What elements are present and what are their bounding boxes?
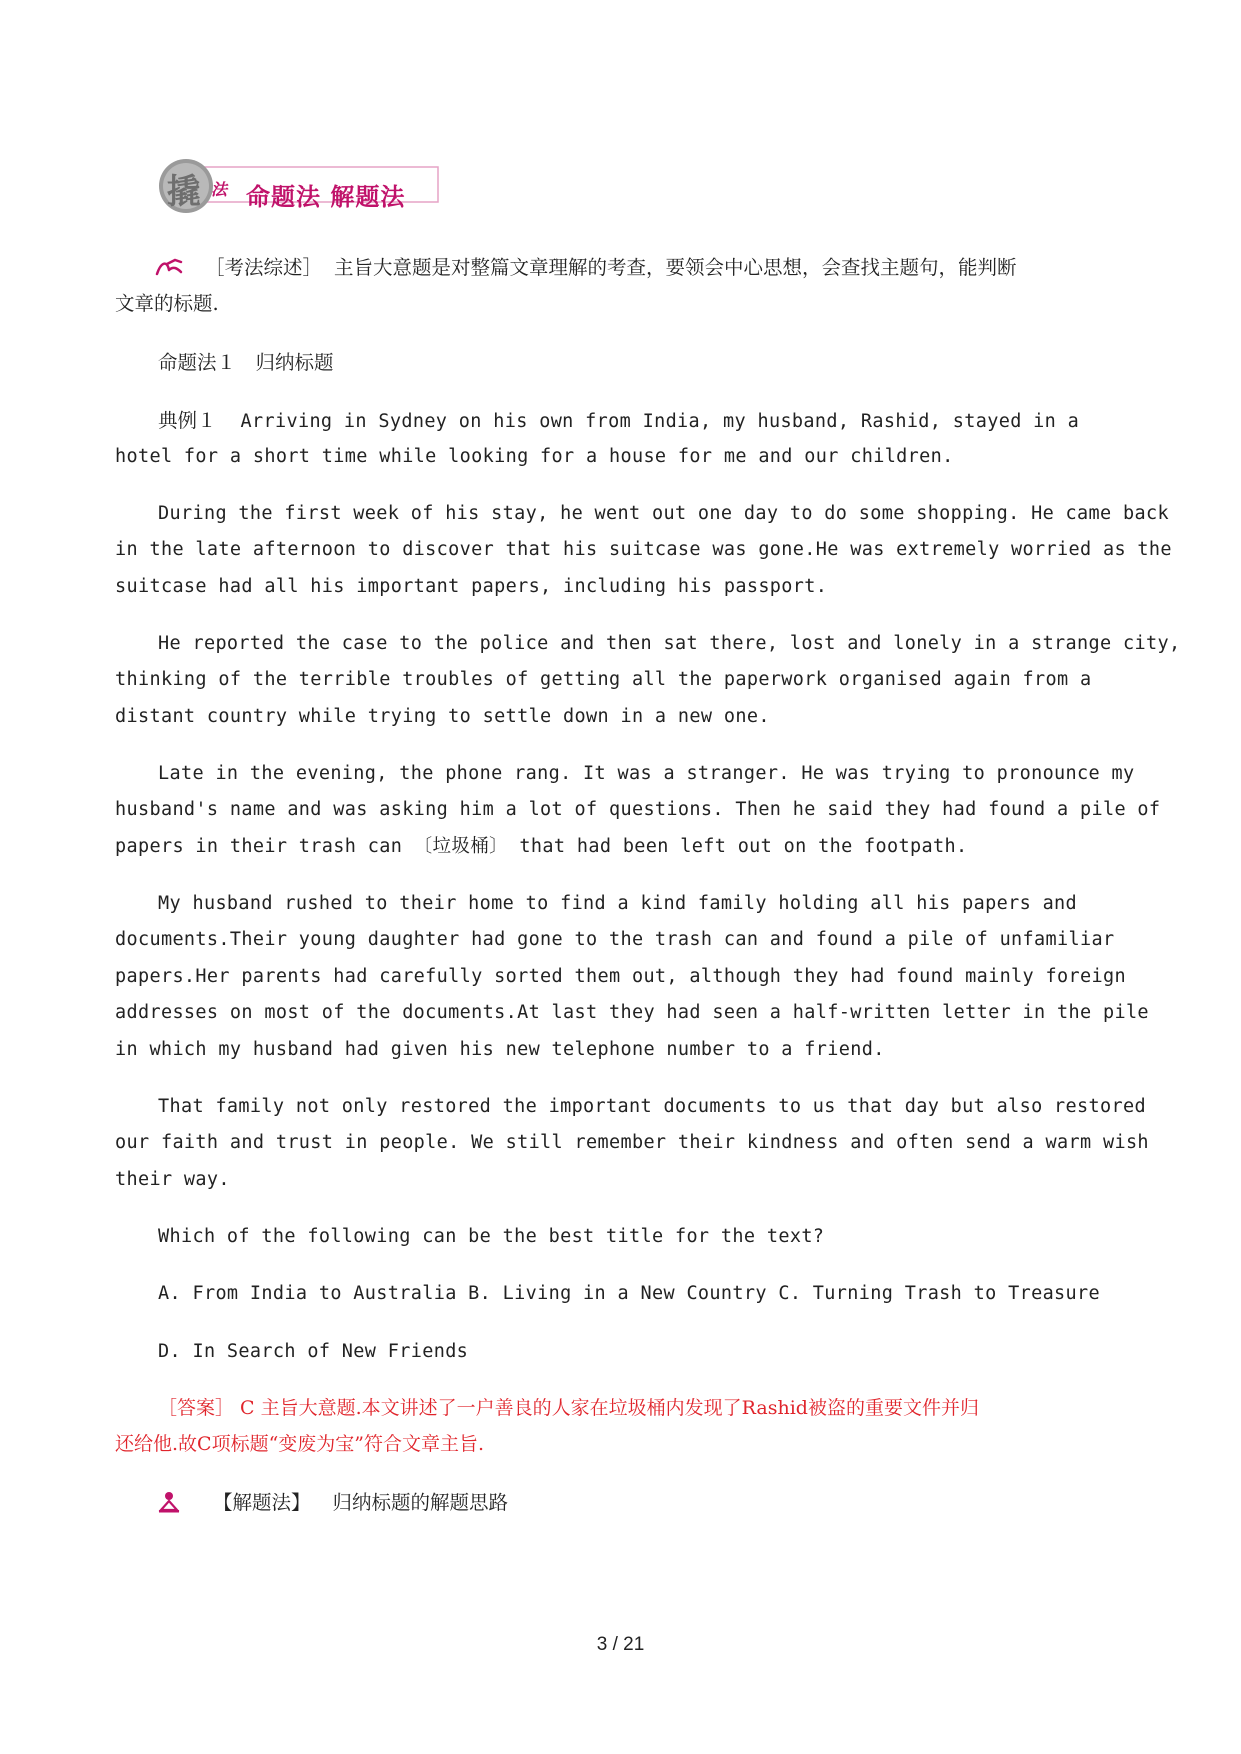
example-label: 典例１ [158, 409, 217, 432]
paragraph-line: papers.Her parents had carefully sorted them out, although they had found mainly foreign [115, 966, 1126, 987]
paragraph-line: papers in their trash can 〔垃圾桶〕 that had been left out on the footpath. [115, 836, 968, 857]
paragraph-line: That family not only restored the important documents to us that day but also restored [158, 1096, 1146, 1117]
paragraph-line: Arriving in Sydney on his own from India, my husband, Rashid, stayed in a [240, 411, 1080, 432]
paragraph-line: husband's name and was asking him a lot of questions. Then he said they had found a pile of [115, 799, 1161, 820]
paragraph-line: hotel for a short time while looking for a house for me and our children. [115, 446, 954, 467]
summary-text: 主旨大意题是对整篇文章理解的考查，要领会中心思想，会查找主题句，能判断 [334, 256, 1017, 279]
paragraph-line: their way. [115, 1169, 230, 1190]
paragraph-line: thinking of the terrible troubles of getting all the paperwork organised again from a [115, 669, 1092, 690]
summary-line-1 [205, 249, 1215, 286]
paragraph-line: in the late afternoon to discover that his suitcase was gone.He was extremely worried as the [115, 539, 1172, 560]
banner-title: 命题法 解题法 [246, 183, 406, 211]
paragraph-line: During the first week of his stay, he went out one day to do some shopping. He came back [158, 503, 1169, 524]
answer-line-2: 还给他.故C项标题“变废为宝”符合文章主旨. [115, 1433, 485, 1455]
paragraph-line: He reported the case to the police and then sat there, lost and lonely in a strange city, [158, 633, 1181, 654]
method-tip [213, 1484, 1223, 1521]
banner-seal-char: 撬 [167, 172, 201, 212]
summary-line-2: 文章的标题. [115, 292, 219, 315]
page-number: 3 / 21 [596, 1634, 645, 1655]
question-text: Which of the following can be the best title for the text? [158, 1226, 825, 1247]
method-tip-text: 归纳标题的解题思路 [332, 1491, 509, 1514]
options-line-1: A. From India to Australia B. Living in a New Country C. Turning Trash to Treasure [158, 1283, 1101, 1304]
paragraph-line: Late in the evening, the phone rang. It was a stranger. He was trying to pronounce my [158, 763, 1135, 784]
options-line-2: D. In Search of New Friends [158, 1341, 469, 1362]
summary-label: ［考法综述］ [205, 256, 323, 279]
teacher-icon [157, 1490, 181, 1514]
paragraph-line: in which my husband had given his new telephone number to a friend. [115, 1039, 885, 1060]
paragraph-line: suitcase had all his important papers, including his passport. [115, 576, 828, 597]
paragraph-line: My husband rushed to their home to find a kind family holding all his papers and [158, 893, 1078, 914]
paragraph-line: documents.Their young daughter had gone to the trash can and found a pile of unfamiliar [115, 929, 1115, 950]
example-first-line [158, 402, 1168, 440]
section-banner [156, 155, 439, 217]
pen-icon [155, 256, 183, 278]
paragraph-line: addresses on most of the documents.At last they had seen a half-written letter in the pile [115, 1002, 1149, 1023]
method-heading: 命题法１ 归纳标题 [158, 351, 334, 374]
paragraph-line: our faith and trust in people. We still remember their kindness and often send a warm wish [115, 1132, 1149, 1153]
answer-line-1: ［答案］ C 主旨大意题.本文讲述了一户善良的人家在垃圾桶内发现了Rashid被盗的重要文件并归 [158, 1397, 979, 1419]
banner-tag: 法 [211, 180, 228, 199]
method-tip-label: 【解题法】 [213, 1491, 311, 1514]
paragraph-line: distant country while trying to settle down in a new one. [115, 706, 770, 727]
